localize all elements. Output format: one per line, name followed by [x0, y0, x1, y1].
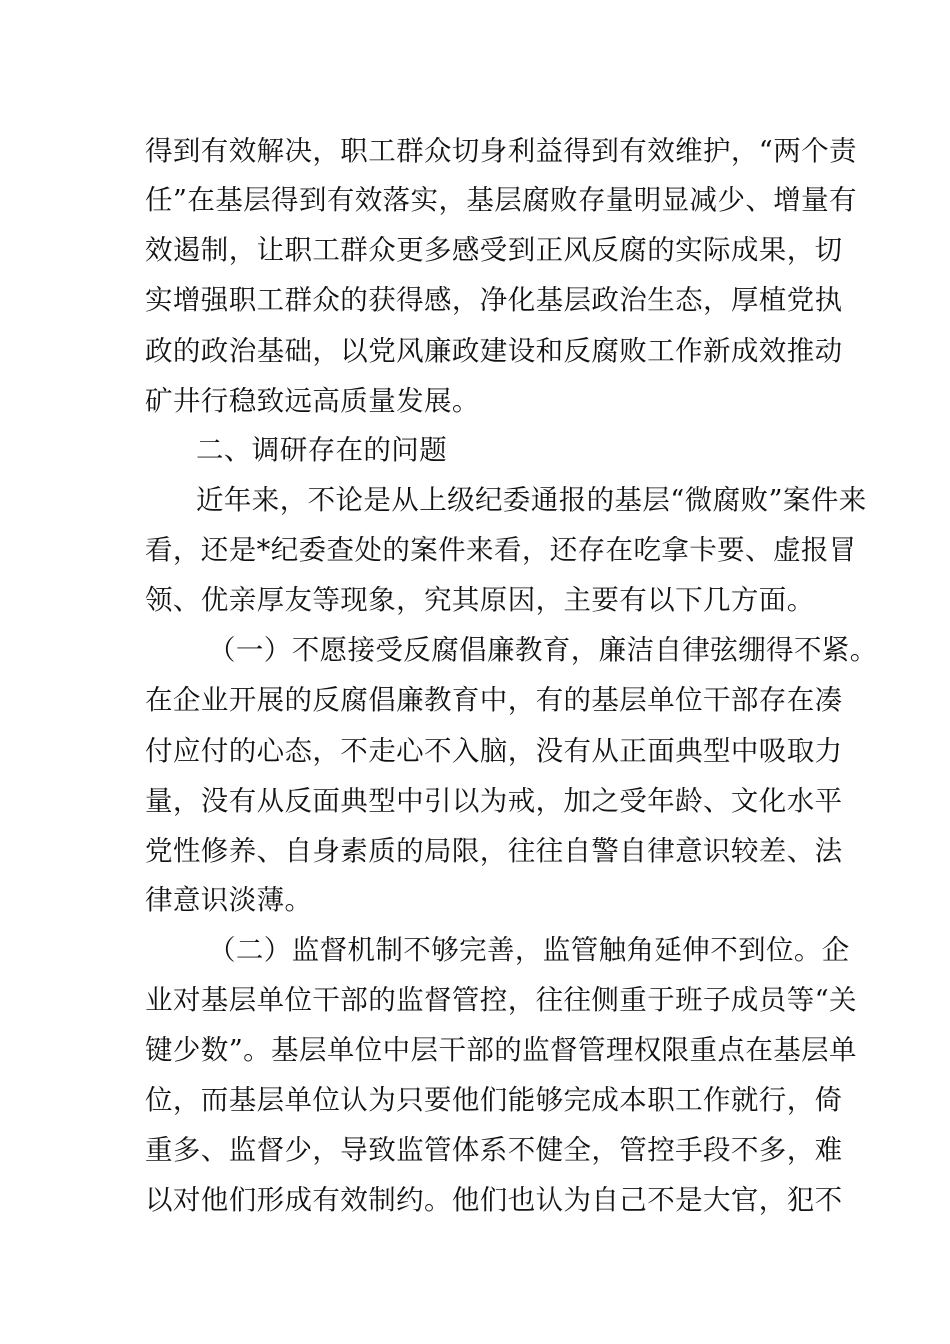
text-line: 看，还是*纪委查处的案件来看，还存在吃拿卡要、虚报冒 — [145, 534, 857, 566]
text-line: 效遏制，让职工群众更多感受到正风反腐的实际成果，切 — [145, 234, 843, 266]
subsection-heading: （一）不愿接受反腐倡廉教育，廉洁自律弦绷得不紧。 — [208, 634, 878, 666]
section-heading: 二、调研存在的问题 — [196, 434, 448, 466]
text-line: 律意识淡薄。 — [145, 884, 313, 916]
text-line: 矿井行稳致远高质量发展。 — [145, 385, 480, 417]
text-line: 得到有效解决，职工群众切身利益得到有效维护，“两个责 — [145, 135, 857, 167]
subsection-heading: （二）监督机制不够完善，监管触角延伸不到位。企 — [208, 934, 850, 966]
text-line: 实增强职工群众的获得感，净化基层政治生态，厚植党执 — [145, 284, 843, 316]
text-line: 量，没有从反面典型中引以为戒，加之受年龄、文化水平 — [145, 785, 843, 817]
text-line: 重多、监督少，导致监管体系不健全，管控手段不多，难 — [145, 1134, 843, 1166]
text-line: 在企业开展的反腐倡廉教育中，有的基层单位干部存在凑 — [145, 684, 843, 716]
text-line: 任”在基层得到有效落实，基层腐败存量明显减少、增量有 — [145, 184, 857, 216]
text-line: 键少数”。基层单位中层干部的监督管理权限重点在基层单 — [145, 1034, 857, 1066]
text-line: 位，而基层单位认为只要他们能够完成本职工作就行，倚 — [145, 1084, 843, 1116]
text-line: 以对他们形成有效制约。他们也认为自己不是大官，犯不 — [145, 1184, 843, 1216]
text-line: 党性修养、自身素质的局限，往往自警自律意识较差、法 — [145, 835, 843, 867]
text-line: 近年来，不论是从上级纪委通报的基层“微腐败”案件来 — [196, 484, 867, 516]
text-line: 领、优亲厚友等现象，究其原因，主要有以下几方面。 — [145, 584, 815, 616]
text-line: 业对基层单位干部的监督管控，往往侧重于班子成员等“关 — [145, 984, 857, 1016]
text-line: 政的政治基础，以党风廉政建设和反腐败工作新成效推动 — [145, 335, 843, 367]
text-line: 付应付的心态，不走心不入脑，没有从正面典型中吸取力 — [145, 735, 843, 767]
